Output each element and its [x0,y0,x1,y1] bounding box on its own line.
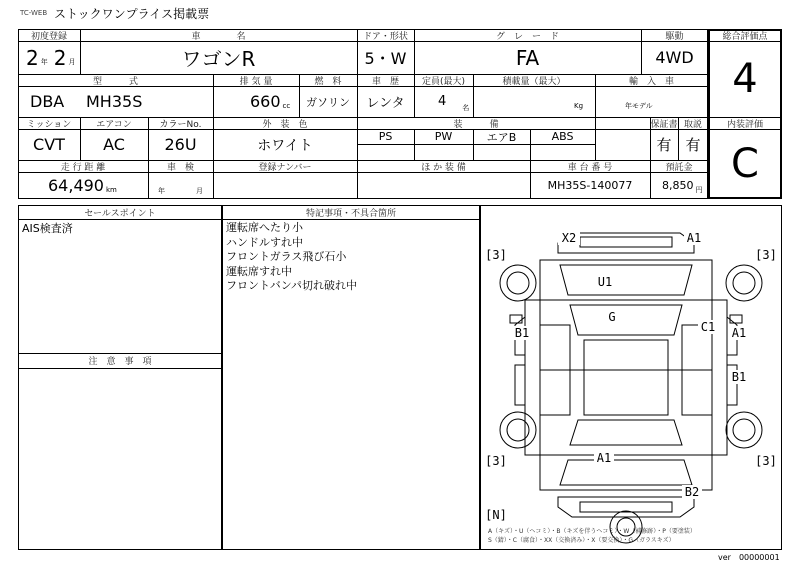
capacity-label: 定員(最大) [421,76,466,87]
displacement-value: 660 cc [250,92,291,111]
door-label: ドア・形状 [363,31,408,42]
reg-number-label: 登録ナンバー [258,162,312,173]
version-label: ver 00000001 [718,552,780,562]
damage-mark-b2: B2 [682,485,702,499]
notes-label: 注 意 事 項 [88,357,152,367]
history-label: 車 歴 [371,76,399,87]
damage-mark-u1: U1 [594,275,616,289]
remark-item: ハンドルすれ中 [226,235,303,249]
equipment-pw: PW [434,130,453,143]
model-label: 型 式 [92,76,138,87]
deposit-value: 8,850 円 [662,179,703,194]
damage-mark-g: G [604,310,620,324]
inspection-label: 車 検 [166,162,194,173]
load-unit: Kg [574,102,584,110]
chassis-no-value: MH35S-140077 [547,179,633,192]
overall-score-label: 総合評価点 [722,31,768,42]
equipment-label: 装 備 [453,119,499,130]
tire-tread-rear-left: [3] [485,454,507,468]
color-no-value: 26U [164,135,197,154]
manual-label: 取説 [683,119,702,130]
overall-score: 4 [732,56,758,102]
tire-tread-front-left: [3] [485,248,507,262]
load-label: 積載量（最大） [502,76,566,87]
chassis-no-label: 車 台 番 号 [567,162,613,173]
sales-point-text: AIS検査済 [22,222,73,235]
mission-value: CVT [33,135,65,154]
damage-mark-a1-front: A1 [684,231,704,245]
exterior-color-label: 外 装 色 [262,119,308,130]
logo: TC-WEB [20,9,48,17]
equipment-ps: PS [378,130,393,143]
remarks-label: 特記事項・不具合箇所 [305,208,396,219]
model-code: MH35S [86,92,143,111]
remark-item: フロントバンパ切れ破れ中 [226,279,358,292]
interior-score-label: 内装評価 [726,119,763,130]
left-panels [18,205,222,550]
damage-mark-b1-left: B1 [512,326,532,340]
sales-point-label: セールスポイント [84,208,156,219]
warranty-label: 保証書 [650,119,678,130]
fuel-label: 燃 料 [314,76,342,87]
tire-tread-front-right: [3] [755,248,777,262]
spare-tire-status: [N] [485,508,507,522]
damage-mark-x2: X2 [558,231,580,245]
car-name-label: 車 名 [191,31,246,42]
other-equipment-label: ほ か 装 備 [421,162,466,173]
grade-label: グ レ ー ド [495,31,559,42]
page-title: ストックワンプライス掲載票 [54,6,210,21]
deposit-label: 預託金 [665,162,693,173]
import-note: 年モデル [625,102,653,110]
damage-mark-b1-right: B1 [731,370,747,384]
inspection-month-unit: 月 [196,187,203,195]
remark-item: フロントガラス飛び石小 [226,250,347,263]
remark-item: 運転席へたり小 [226,221,303,234]
damage-mark-a1-rear: A1 [594,451,614,465]
displacement-label: 排 気 量 [239,76,273,87]
tire-tread-rear-right: [3] [755,454,777,468]
first-reg-value: 2 年 2 月 [26,46,76,70]
inspection-year-unit: 年 [158,187,165,195]
remarks-list [226,221,357,294]
damage-mark-a1-right: A1 [731,326,747,340]
exterior-color-value: ホワイト [257,137,313,154]
manual-value: 有 [685,136,701,154]
first-reg-label: 初度登録 [30,31,67,42]
grade-value: FA [515,45,540,70]
equipment-abs: ABS [551,130,574,143]
equipment-airbag: エアB [486,130,517,144]
interior-score: C [731,141,759,187]
import-label: 輸 入 車 [628,76,674,87]
model-prefix: DBA [30,92,65,111]
fuel-value: ガソリン [306,95,350,109]
mileage-label: 走 行 距 離 [60,162,106,173]
door-value: 5・W [364,49,407,68]
damage-legend: A（キズ）・U（ヘコミ）・B（キズを伴うヘコミ）・W（補修跡）・P（要塗装） S（錆）・C（腐食）・XX（交換済み）・X（要交換）・G（ガラスキズ） [488,528,696,544]
aircon-value: AC [103,135,125,154]
remark-item: 運転席すれ中 [226,264,292,278]
mission-label: ミッション [26,119,72,130]
car-name: ワゴンR [181,47,256,71]
warranty-value: 有 [656,136,672,154]
aircon-label: エアコン [96,119,132,130]
drive-value: 4WD [655,48,694,67]
history-value: レンタ [366,96,405,111]
damage-mark-c1: C1 [698,320,718,334]
drive-label: 駆動 [665,31,684,42]
capacity-value: 4 名 [438,94,470,112]
mileage-value: 64,490 km [48,176,117,195]
color-no-label: カラーNo. [159,119,202,130]
